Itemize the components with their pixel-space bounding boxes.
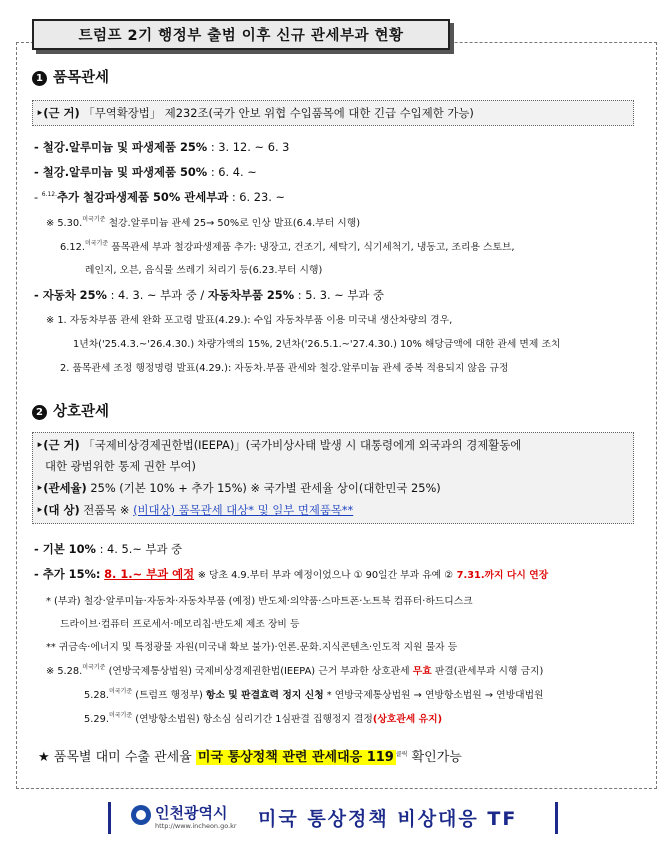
s2-court-2: 5.28.$^{미국기준}$ (트럼프 행정부) 항소 및 판결효력 정지 신청 * 연방국제통상법원 → 연방항소법원 → 연방대법원 [84,688,544,701]
s1-note-1: ※ 5.30.$^{미국기준}$ 철강.알루미늄 관세 25→ 50%로 인상 발표(6.4.부터 시행) [46,216,361,229]
star-icon: ★ [38,750,50,765]
s1-note-4: 2. 품목관세 조정 행정명령 발표(4.29.): 자동차.부품 관세와 철강.알루미늄 관세 중복 적용되지 않음 규정 [60,363,509,374]
section2-rate: ‣(관세율) 25% (기본 10% + 추가 15%) ※ 국가별 관세율 상이(대한민국 25%) [36,481,441,495]
s1-note-2-cont: 레인지, 오븐, 음식물 쓰레기 처리기 등(6.23.부터 시행) [85,265,323,276]
s1-note-3: ※ 1. 자동차부품 관세 완화 포고령 발표(4.29.): 수입 자동차부품 이용 미국내 생산차량의 경우, [46,315,453,326]
footer-bar-left [108,802,111,834]
logo-url: http://www.incheon.go.kr [155,822,237,830]
section2-basis: ‣(근 거) 「국제비상경제권한법(IEEPA)」(국가비상사태 발생 시 대통령에게 외국과의 경제활동에 [36,438,522,452]
s1-note-2: 6.12.$^{미국기준}$ 품목관세 부과 철강파생제품 추가: 냉장고, 건조기, 세탁기, 식기세척기, 냉동고, 조리용 스토브, [60,240,515,253]
incheon-logo-icon [131,805,151,825]
footer [0,798,669,842]
s1-bullet-4: - 자동차 25% : 4. 3. ~ 부과 중 / 자동차부품 25% : 5. 3. ~ 부과 중 [34,288,384,302]
footer-bar-right [555,802,558,834]
s1-bullet-3: - $^{6.12.}$추가 철강파생제품 50% 관세부과 : 6. 23. ~ [34,190,286,204]
section1-number: 1 [32,71,47,86]
s1-note-3-cont: 1년차('25.4.3.~'26.4.30.) 차량가액의 15%, 2년차('26.5.1.~'27.4.30.) 10% 해당금액에 대한 관세 면제 조치 [73,339,561,350]
s1-bullet-1: - 철강.알루미늄 및 파생제품 25% : 3. 12. ~ 6. 3 [34,140,290,154]
s2-court-3: 5.29.$^{미국기준}$ (연방항소법원) 항소심 심리기간 1심판결 집행정지 결정(상호관세 유지) [84,712,443,725]
section2-basis-cont: 대한 광범위한 통제 권한 부여) [45,459,196,473]
s2-additional: - 추가 15%: 8. 1.~ 부과 예정 ※ 당초 4.9.부터 부과 예정이었으나 ① 90일간 부과 유예 ② 7.31.까지 다시 연장 [34,567,549,581]
section2-heading: 2 상호관세 [32,400,109,421]
bottom-note: ★ 품목별 대미 수출 관세율 미국 통상정책 관련 관세대응 119 $^{클릭}$ 확인가능 [38,750,462,765]
tf-title: 미국 통상정책 비상대응 TF [258,808,518,830]
s2-star-2: ** 귀금속·에너지 및 특정광물 자원(미국내 확보 불가)·언론.문화.지식콘텐츠·인도적 지원 물자 등 [46,642,458,653]
tariff-119-link[interactable]: 미국 통상정책 관련 관세대응 119 [197,750,394,765]
exempt-items-link[interactable]: (비대상) 품목관세 대상* 및 일부 면제품목** [133,503,354,517]
section1-basis: ‣(근 거) 「무역확장법」 제232조(국가 안보 위협 수입품목에 대한 긴급 수입제한 가능) [36,106,474,120]
s2-star-1-cont: 드라이브·컴퓨터 프로세서·메모리칩·반도체 제조 장비 등 [60,619,300,630]
section1-heading: 1 품목관세 [32,66,109,87]
page-title: 트럼프 2기 행정부 출범 이후 신규 관세부과 현황 [78,28,404,44]
logo-name: 인천광역시 [155,804,228,822]
s1-bullet-2: - 철강.알루미늄 및 파생제품 50% : 6. 4. ~ [34,165,257,179]
s2-star-1: * (부과) 철강·알루미늄·자동차·자동차부품 (예정) 반도체·의약품·스마트폰·노트북 컴퓨터·하드디스크 [46,596,473,607]
s2-court-1: ※ 5.28.$^{미국기준}$ (연방국제통상법원) 국제비상경제권한법(IEEPA) 근거 부과한 상호관세 무효 판결(관세부과 시행 금지) [46,664,544,677]
section2-number: 2 [32,405,47,420]
s2-basic: - 기본 10% : 4. 5.~ 부과 중 [34,542,183,556]
section2-target: ‣(대 상) 전품목 ※ (비대상) 품목관세 대상* 및 일부 면제품목** [36,503,354,517]
title-box [32,19,450,50]
